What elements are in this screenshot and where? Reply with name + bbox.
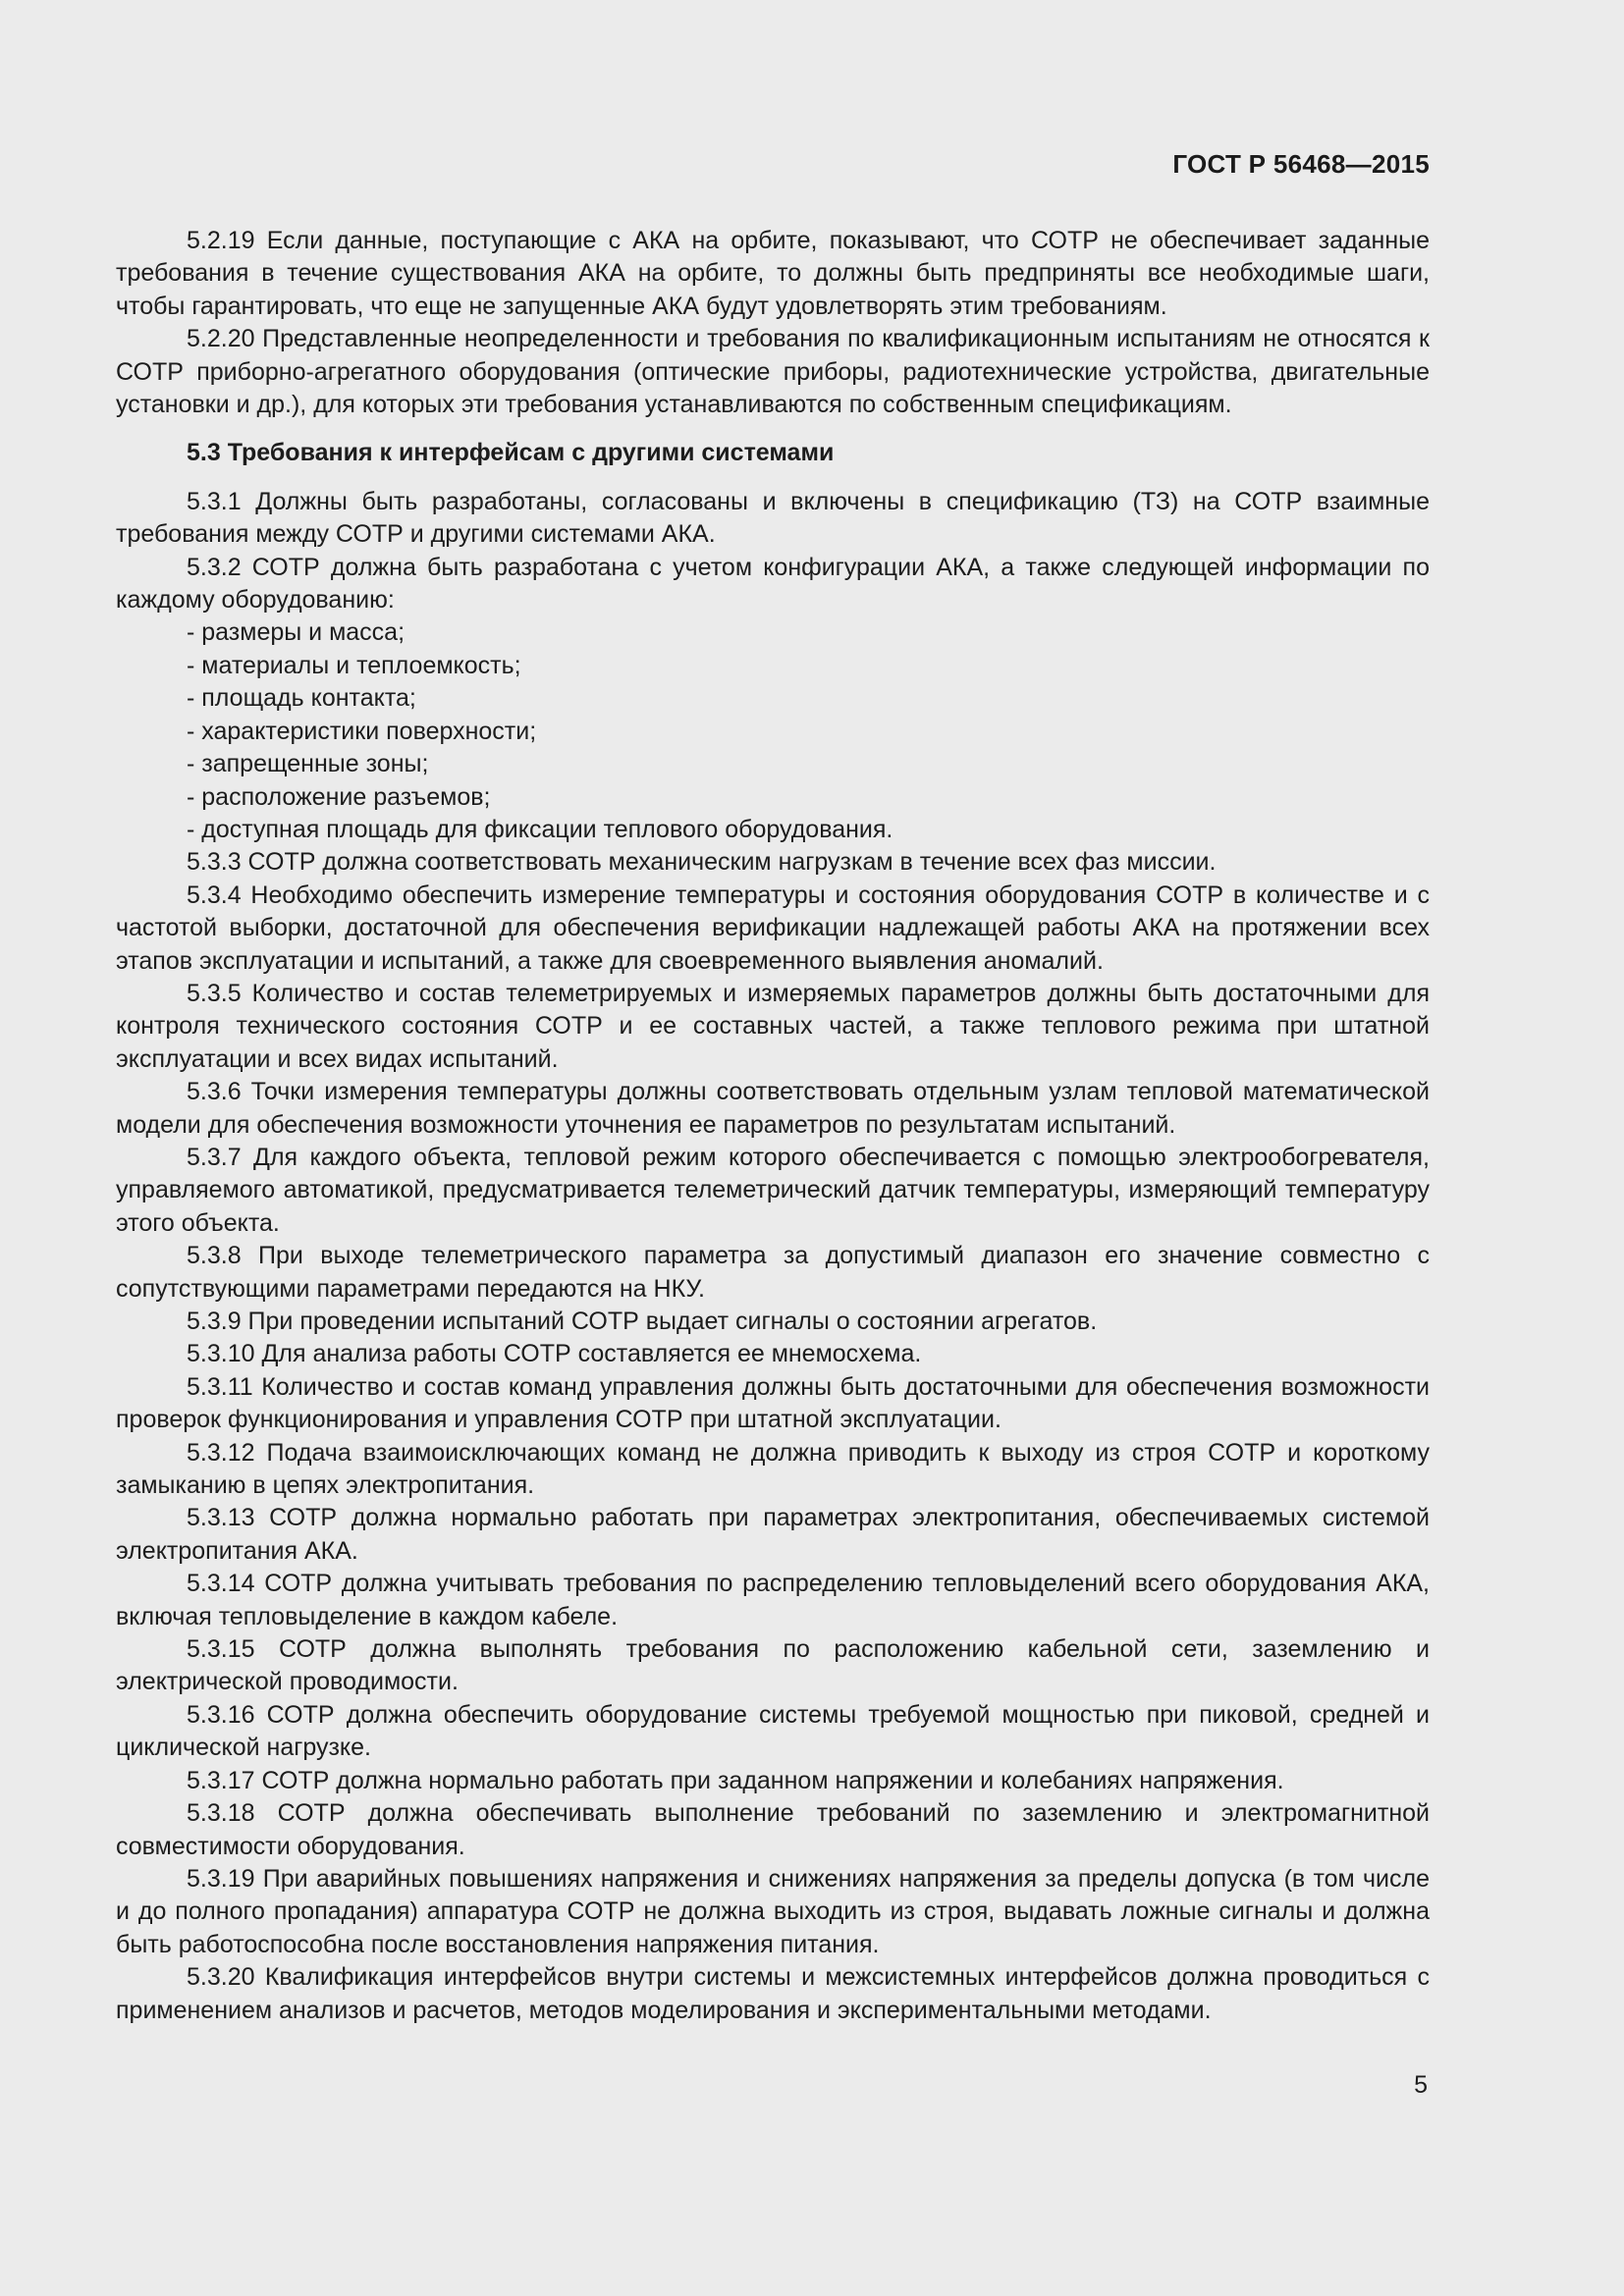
list-item: - материалы и теплоемкость; [187, 651, 521, 679]
paragraph-5-3-12: 5.3.12 Подача взаимоисключающих команд не должна приводить к выходу из строя СОТР и короткому замыканию в цепях электропитания. [116, 1438, 1430, 1500]
paragraph-5-3-6: 5.3.6 Точки измерения температуры должны соответствовать отдельным узлам тепловой математической модели для обеспечения возможности уточнения ее параметров по результатам испытаний. [116, 1078, 1430, 1139]
paragraph-5-3-1: 5.3.1 Должны быть разработаны, согласованы и включены в спецификацию (ТЗ) на СОТР взаимные требования между СОТР и другими системами АКА. [116, 487, 1430, 549]
page-number: 5 [1414, 2071, 1428, 2099]
section-heading-5-3: 5.3 Требования к интерфейсам с другими системами [187, 439, 835, 467]
paragraph-5-3-18: 5.3.18 СОТР должна обеспечивать выполнение требований по заземлению и электромагнитной совместимости оборудования. [116, 1799, 1430, 1860]
paragraph-5-3-5: 5.3.5 Количество и состав телеметрируемых и измеряемых параметров должны быть достаточными для контроля технического состояния СОТР и ее составных частей, а также теплового режима при штатной эксплуатации и всех видах испытаний. [116, 979, 1430, 1073]
paragraph-5-3-17: 5.3.17 СОТР должна нормально работать при заданном напряжении и колебаниях напряжения. [187, 1766, 1284, 1794]
paragraph-5-2-19: 5.2.19 Если данные, поступающие с АКА на орбите, показывают, что СОТР не обеспечивает заданные требования в течение существования АКА на орбите, то должны быть предприняты все необходимые шаги, чтобы гарантировать, что еще не запущенные АКА будут удовлетворять этим требованиям. [116, 227, 1430, 320]
list-item: - характеристики поверхности; [187, 717, 537, 745]
list-item: - размеры и масса; [187, 618, 406, 647]
list-item: - расположение разъемов; [187, 782, 491, 811]
paragraph-5-3-2: 5.3.2 СОТР должна быть разработана с учетом конфигурации АКА, а также следующей информации по каждому оборудованию: [116, 553, 1430, 614]
paragraph-5-3-14: 5.3.14 СОТР должна учитывать требования по распределению тепловыделений всего оборудования АКА, включая тепловыделение в каждом кабеле. [116, 1570, 1430, 1630]
list-item: - доступная площадь для фиксации теплового оборудования. [187, 815, 893, 843]
paragraph-5-3-7: 5.3.7 Для каждого объекта, тепловой режим которого обеспечивается с помощью электрообогревателя, управляемого автоматикой, предусматривается телеметрический датчик температуры, измеряющий температуру этого объекта. [116, 1143, 1430, 1237]
paragraph-5-3-10: 5.3.10 Для анализа работы СОТР составляется ее мнемосхема. [187, 1340, 922, 1368]
paragraph-5-3-16: 5.3.16 СОТР должна обеспечить оборудование системы требуемой мощностью при пиковой, средней и циклической нагрузке. [116, 1700, 1430, 1762]
paragraph-5-3-11: 5.3.11 Количество и состав команд управления должны быть достаточными для обеспечения возможности проверок функционирования и управления СОТР при штатной эксплуатации. [116, 1372, 1430, 1434]
paragraph-5-3-3: 5.3.3 СОТР должна соответствовать механическим нагрузкам в течение всех фаз миссии. [187, 848, 1217, 877]
paragraph-5-3-4: 5.3.4 Необходимо обеспечить измерение температуры и состояния оборудования СОТР в количестве и с частотой выборки, достаточной для обеспечения верификации надлежащей работы АКА на протяжении всех этапов эксплуатации и испытаний, а также для своевременного выявления аномалий. [116, 881, 1430, 975]
list-item: - запрещенные зоны; [187, 750, 429, 778]
paragraph-5-3-20: 5.3.20 Квалификация интерфейсов внутри системы и межсистемных интерфейсов должна проводиться с применением анализов и расчетов, методов моделирования и экспериментальными методами. [116, 1963, 1430, 2024]
list-item: - площадь контакта; [187, 684, 416, 713]
paragraph-5-2-20: 5.2.20 Представленные неопределенности и требования по квалификационным испытаниям не относятся к СОТР приборно-агрегатного оборудования (оптические приборы, радиотехнические устройства, двигательные установки и др.), для которых эти требования устанавливаются по собственным спецификациям. [116, 325, 1430, 419]
document-body [116, 225, 1430, 2027]
paragraph-5-3-15: 5.3.15 СОТР должна выполнять требования по расположению кабельной сети, заземлению и электрической проводимости. [116, 1635, 1430, 1696]
paragraph-5-3-9: 5.3.9 При проведении испытаний СОТР выдает сигналы о состоянии агрегатов. [187, 1308, 1098, 1335]
paragraph-5-3-13: 5.3.13 СОТР должна нормально работать при параметрах электропитания, обеспечиваемых системой электропитания АКА. [116, 1504, 1430, 1565]
paragraph-5-3-19: 5.3.19 При аварийных повышениях напряжения и снижениях напряжения за пределы допуска (в том числе и до полного пропадания) аппаратура СОТР не должна выходить из строя, выдавать ложные сигналы и должна быть работоспособна после восстановления напряжения питания. [116, 1864, 1430, 1958]
paragraph-5-3-8: 5.3.8 При выходе телеметрического параметра за допустимый диапазон его значение совместно с сопутствующими параметрами передаются на НКУ. [116, 1242, 1430, 1303]
standard-designation: ГОСТ Р 56468—2015 [1172, 149, 1430, 179]
